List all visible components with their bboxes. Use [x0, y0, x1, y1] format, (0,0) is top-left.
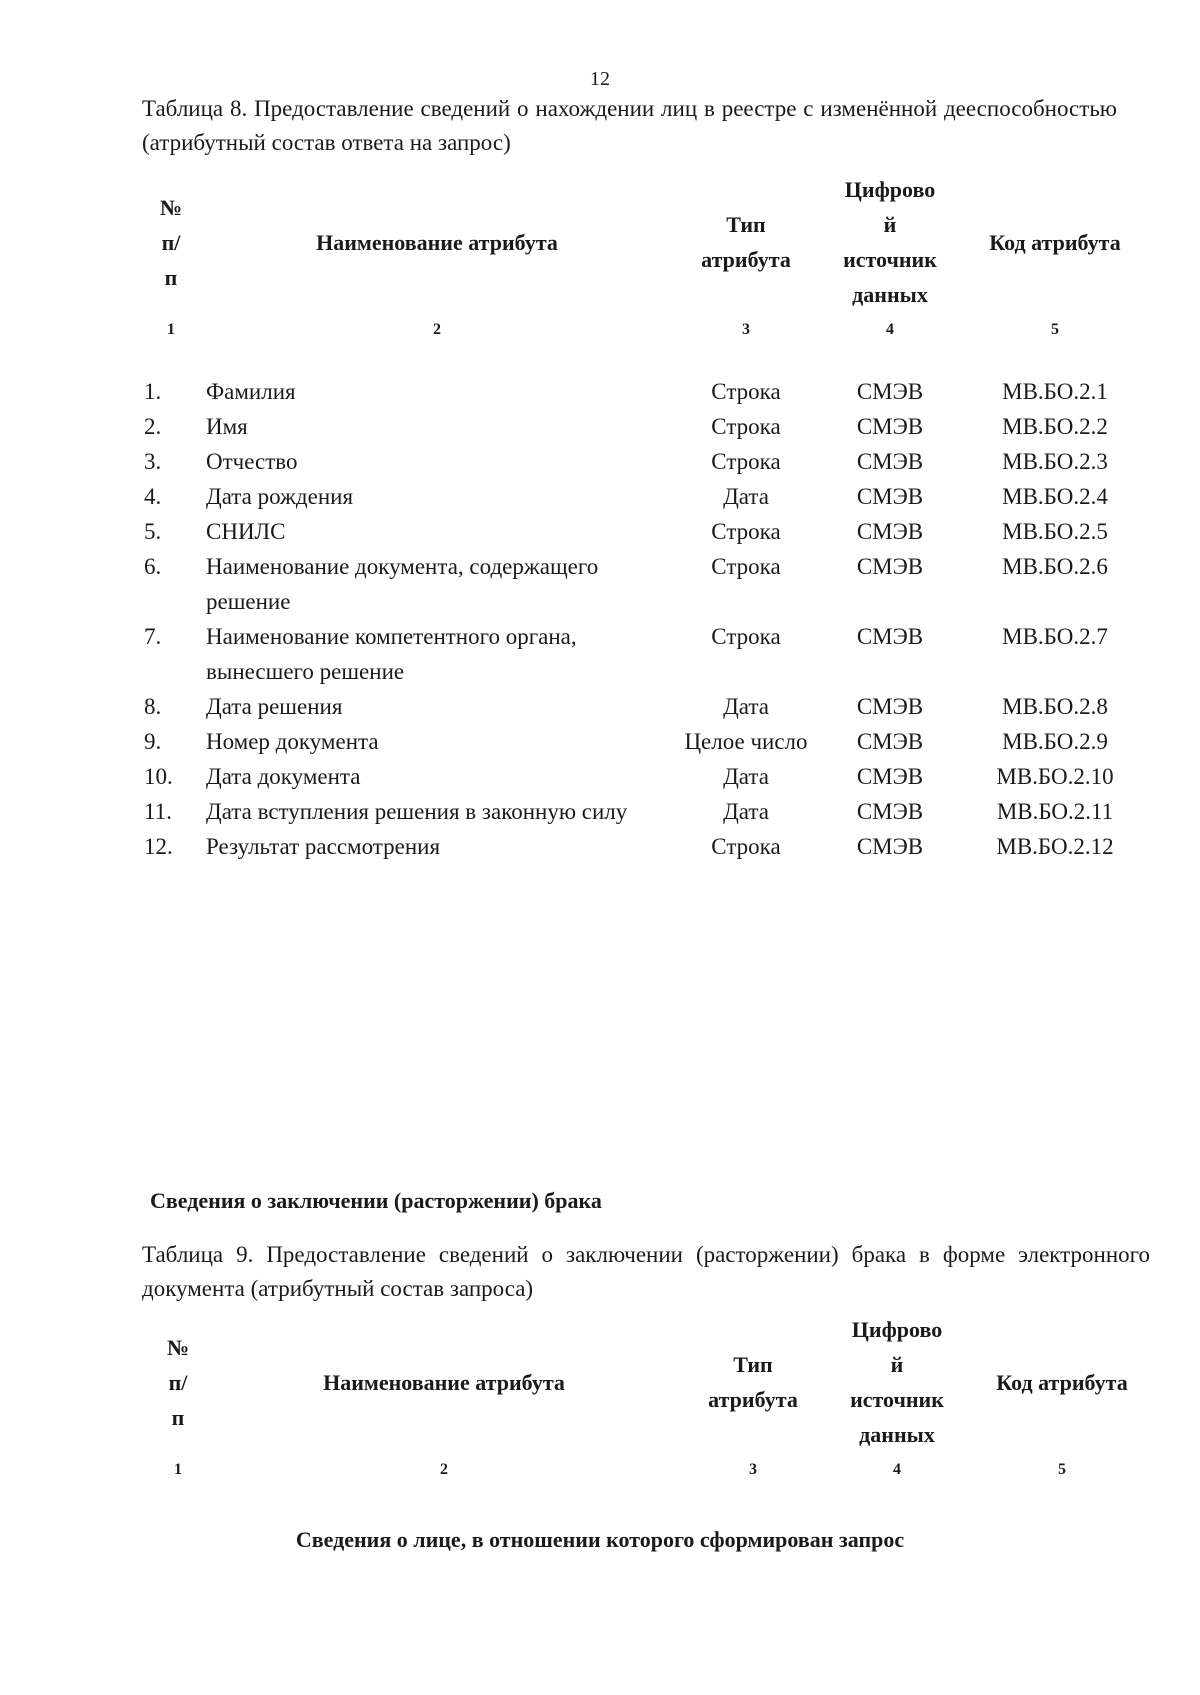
data-source: СМЭВ [856, 764, 924, 789]
attribute-type: Строка [711, 449, 781, 474]
column-number: 1 [167, 321, 175, 338]
attribute-code: МВ.БО.2.5 [1002, 519, 1108, 544]
row-number: 5. [144, 519, 162, 544]
data-source: СМЭВ [856, 414, 924, 439]
attribute-name: СНИЛС [206, 519, 286, 544]
table-row [140, 514, 1150, 549]
section-heading: Сведения о заключении (расторжении) брака [150, 1188, 602, 1213]
header-num: № п/ п [159, 194, 183, 290]
header-code: Код атрибута [996, 1369, 1128, 1395]
attribute-name: Имя [206, 414, 248, 439]
attribute-code: МВ.БО.2.10 [996, 764, 1114, 789]
attribute-code: МВ.БО.2.9 [1002, 729, 1108, 754]
attribute-type: Строка [711, 519, 781, 544]
attribute-code: МВ.БО.2.12 [996, 834, 1114, 859]
header-name: Наименование атрибута [316, 229, 558, 255]
attribute-type: Строка [711, 834, 781, 859]
attribute-name: Наименование компетентного органа, вынесшего решение [206, 624, 577, 684]
data-source: СМЭВ [856, 519, 924, 544]
attribute-name: Отчество [206, 449, 298, 474]
data-source: СМЭВ [856, 379, 924, 404]
page-number: 12 [590, 68, 610, 90]
attribute-code: МВ.БО.2.1 [1002, 379, 1108, 404]
attribute-name: Дата вступления решения в законную силу [206, 799, 628, 824]
data-source: СМЭВ [856, 449, 924, 474]
row-number: 12. [144, 834, 173, 859]
table-9-caption: Таблица 9. Предоставление сведений о заключении (расторжении) брака в форме электронного документа (атрибутный состав запроса) [142, 1242, 1150, 1301]
attribute-code: МВ.БО.2.2 [1002, 414, 1108, 439]
data-source: СМЭВ [856, 554, 924, 579]
column-number: 5 [1051, 321, 1059, 338]
column-number: 5 [1058, 1461, 1066, 1478]
data-source: СМЭВ [856, 624, 924, 649]
table-row [140, 479, 1150, 514]
table-header-row [147, 1312, 1157, 1452]
data-source: СМЭВ [856, 694, 924, 719]
table-row [140, 549, 1150, 619]
row-number: 1. [144, 379, 162, 404]
header-code: Код атрибута [989, 229, 1121, 255]
header-num: № п/ п [166, 1334, 190, 1430]
data-source: СМЭВ [856, 484, 924, 509]
table-row [140, 444, 1150, 479]
column-number: 4 [893, 1461, 901, 1478]
table-row [140, 724, 1150, 759]
row-number: 4. [144, 484, 162, 509]
attribute-code: МВ.БО.2.3 [1002, 449, 1108, 474]
column-number-row [147, 1452, 1157, 1514]
attribute-type: Строка [711, 414, 781, 439]
row-number: 2. [144, 414, 162, 439]
attribute-name: Номер документа [206, 729, 379, 754]
row-number: 8. [144, 694, 162, 719]
table-9-subheading: Сведения о лице, в отношении которого сформирован запрос [295, 1527, 905, 1552]
row-number: 10. [144, 764, 173, 789]
attribute-name: Дата решения [206, 694, 343, 719]
column-number: 4 [886, 321, 894, 338]
row-number: 7. [144, 624, 162, 649]
attribute-code: МВ.БО.2.7 [1002, 624, 1108, 649]
table-row [140, 409, 1150, 444]
table-row [140, 619, 1150, 689]
attribute-type: Дата [723, 694, 769, 719]
row-number: 6. [144, 554, 162, 579]
attribute-type: Дата [723, 764, 769, 789]
table-8-caption: Таблица 8. Предоставление сведений о нахождении лиц в реестре с изменённой дееспособностью (атрибутный состав ответа на запрос) [142, 96, 1117, 155]
column-number: 2 [440, 1461, 448, 1478]
column-number: 3 [749, 1461, 757, 1478]
attribute-type: Целое число [684, 729, 808, 754]
data-source: СМЭВ [856, 834, 924, 859]
attribute-name: Дата документа [206, 764, 361, 789]
attribute-code: МВ.БО.2.11 [996, 799, 1114, 824]
attribute-type: Дата [723, 799, 769, 824]
attribute-code: МВ.БО.2.4 [1002, 484, 1108, 509]
table-row [140, 829, 1150, 864]
header-type: Тип атрибута [708, 1352, 798, 1412]
attribute-name: Результат рассмотрения [206, 834, 441, 859]
table-row [140, 689, 1150, 724]
row-number: 3. [144, 449, 162, 474]
attribute-type: Строка [711, 624, 781, 649]
column-number: 1 [174, 1461, 182, 1478]
table-row [140, 374, 1150, 409]
attribute-name: Фамилия [206, 379, 296, 404]
table-row [140, 794, 1150, 829]
attribute-type: Дата [723, 484, 769, 509]
attribute-code: МВ.БО.2.6 [1002, 554, 1108, 579]
attribute-name: Наименование документа, содержащего решение [206, 554, 599, 614]
row-number: 9. [144, 729, 162, 754]
row-number: 11. [144, 799, 172, 824]
attribute-type: Строка [711, 379, 781, 404]
data-source: СМЭВ [856, 729, 924, 754]
table-header-row [140, 172, 1150, 312]
attribute-type: Строка [711, 554, 781, 579]
column-number: 2 [433, 321, 441, 338]
data-source: СМЭВ [856, 799, 924, 824]
header-name: Наименование атрибута [323, 1369, 565, 1395]
table-8 [140, 172, 1150, 864]
attribute-code: МВ.БО.2.8 [1002, 694, 1108, 719]
header-source: Цифрово й источник данных [843, 177, 937, 307]
header-type: Тип атрибута [701, 212, 791, 272]
column-number-row [140, 312, 1150, 374]
header-source: Цифрово й источник данных [850, 1317, 944, 1447]
column-number: 3 [742, 321, 750, 338]
table-9 [147, 1312, 1157, 1514]
attribute-name: Дата рождения [206, 484, 354, 509]
table-row [140, 759, 1150, 794]
